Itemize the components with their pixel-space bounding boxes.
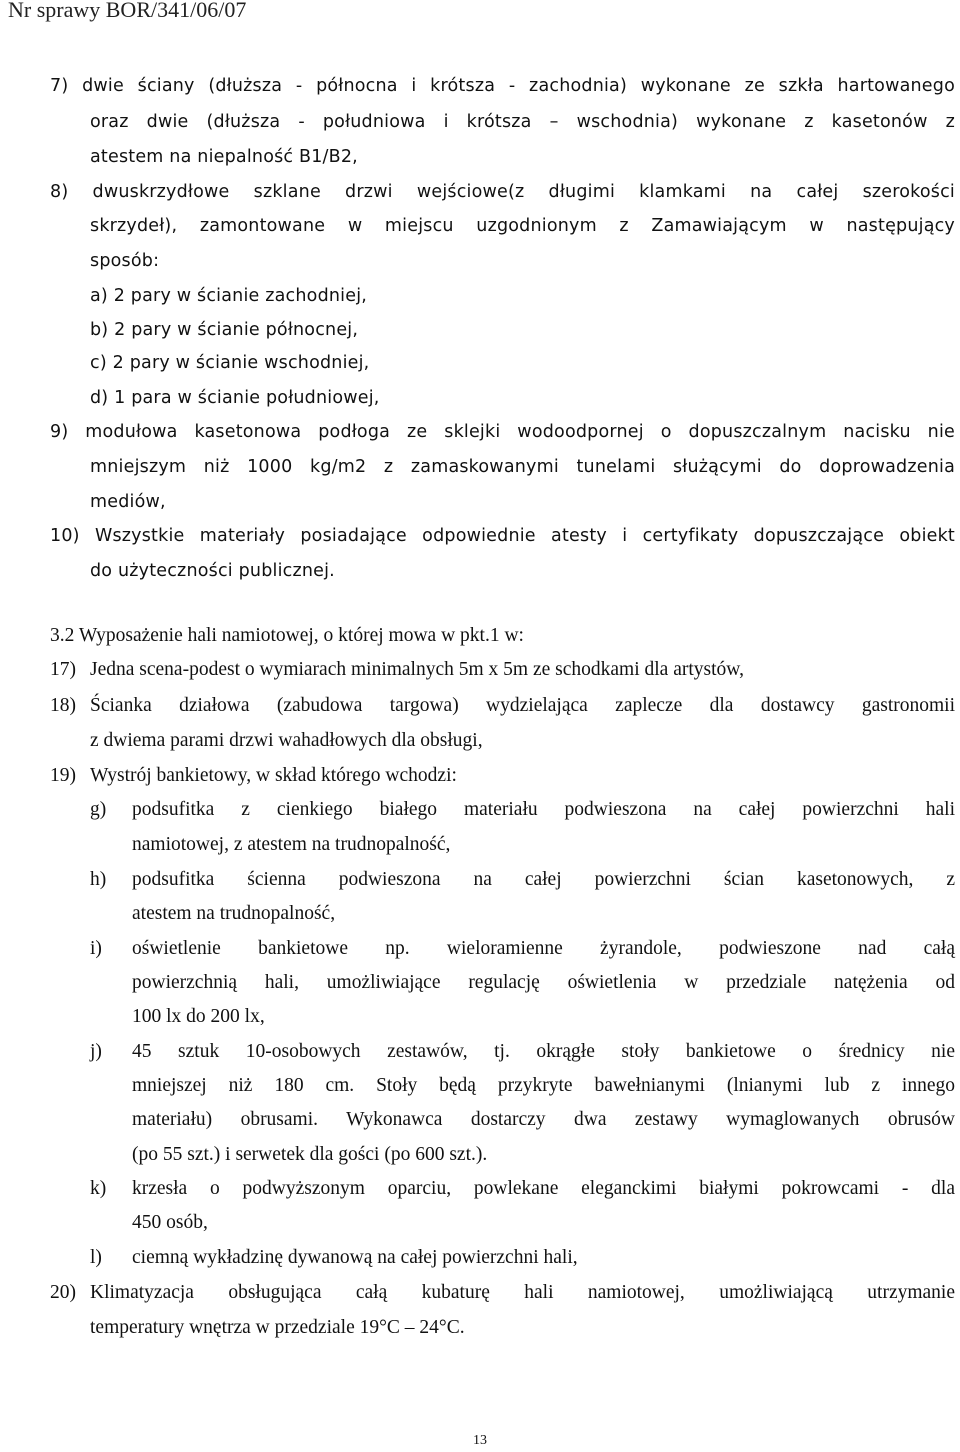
item-10-line-1: 10) Wszystkie materiały posiadające odpowiednie atesty i certyfikaty dopuszczające obiekt xyxy=(50,526,955,546)
item-20-number: 20) xyxy=(50,1282,76,1303)
item-19-j-line-3: materiału) obrusami. Wykonawca dostarczy dwa zestawy wymaglowanych obrusów xyxy=(132,1109,955,1130)
item-8-line-3: sposób: xyxy=(90,251,160,271)
item-19-j-line-4: (po 55 szt.) i serwetek dla gości (po 600 szt.). xyxy=(132,1144,488,1165)
item-8-line-2: skrzydeł), zamontowane w miejscu uzgodnionym z Zamawiającym w następujący xyxy=(90,216,955,236)
item-7-line-3: atestem na niepalność B1/B2, xyxy=(90,147,358,167)
item-18-line-2: z dwiema parami drzwi wahadłowych dla obsługi, xyxy=(90,730,483,751)
item-9-line-1: 9) modułowa kasetonowa podłoga ze sklejki wodoodpornej o dopuszczalnym nacisku nie xyxy=(50,422,955,442)
item-19-line-1: Wystrój bankietowy, w skład którego wchodzi: xyxy=(90,765,457,786)
item-7-line-1: 7) dwie ściany (dłuższa - północna i krótsza - zachodnia) wykonane ze szkła hartowanego xyxy=(50,76,955,96)
item-8-subitem-d: d) 1 para w ścianie południowej, xyxy=(90,388,380,408)
item-8-subitem-c: c) 2 pary w ścianie wschodniej, xyxy=(90,353,370,373)
page-number: 13 xyxy=(473,1433,487,1448)
item-20-line-1: Klimatyzacja obsługująca całą kubaturę hali namiotowej, umożliwiającą utrzymanie xyxy=(90,1282,955,1303)
item-19-l-line-1: ciemną wykładzinę dywanową na całej powierzchni hali, xyxy=(132,1247,578,1268)
item-19-i-line-1: oświetlenie bankietowe np. wieloramienne żyrandole, podwieszone nad całą xyxy=(132,938,955,959)
item-8-subitem-b: b) 2 pary w ścianie północnej, xyxy=(90,320,359,340)
item-19-j-line-1: 45 sztuk 10-osobowych zestawów, tj. okrągłe stoły bankietowe o średnicy nie xyxy=(132,1041,955,1062)
item-19-i-line-2: powierzchnią hali, umożliwiające regulację oświetlenia w przedziale natężenia od xyxy=(132,972,955,993)
item-19-h-line-2: atestem na trudnopalność, xyxy=(132,903,336,924)
item-9-line-2: mniejszym niż 1000 kg/m2 z zamaskowanymi tunelami służącymi do doprowadzenia xyxy=(90,457,955,477)
case-number-header: Nr sprawy BOR/341/06/07 xyxy=(8,0,247,22)
item-8-line-1: 8) dwuskrzydłowe szklane drzwi wejściowe(z długimi klamkami na całej szerokości xyxy=(50,182,955,202)
item-19-g-line-1: podsufitka z cienkiego białego materiału podwieszona na całej powierzchni hali xyxy=(132,799,955,820)
item-19-number: 19) xyxy=(50,765,76,786)
item-18-number: 18) xyxy=(50,695,76,716)
item-8-subitem-a: a) 2 pary w ścianie zachodniej, xyxy=(90,286,368,306)
item-19-h-line-1: podsufitka ścienna podwieszona na całej powierzchni ścian kasetonowych, z xyxy=(132,869,955,890)
item-19-l-label: l) xyxy=(90,1247,102,1268)
item-19-j-line-2: mniejszej niż 180 cm. Stoły będą przykryte bawełnianymi (lnianymi lub z innego xyxy=(132,1075,955,1096)
item-17-line-1: Jedna scena-podest o wymiarach minimalnych 5m x 5m ze schodkami dla artystów, xyxy=(90,659,744,680)
item-17-number: 17) xyxy=(50,659,76,680)
item-19-k-line-2: 450 osób, xyxy=(132,1212,208,1233)
item-19-i-label: i) xyxy=(90,938,102,959)
item-10-line-2: do użyteczności publicznej. xyxy=(90,561,335,581)
item-19-i-line-3: 100 lx do 200 lx, xyxy=(132,1006,265,1027)
item-9-line-3: mediów, xyxy=(90,492,166,512)
item-19-k-line-1: krzesła o podwyższonym oparciu, powlekane eleganckimi białymi pokrowcami - dla xyxy=(132,1178,955,1199)
item-20-line-2: temperatury wnętrza w przedziale 19°C – 24°C. xyxy=(90,1317,465,1338)
item-19-k-label: k) xyxy=(90,1178,107,1199)
item-19-g-line-2: namiotowej, z atestem na trudnopalność, xyxy=(132,834,451,855)
item-19-h-label: h) xyxy=(90,869,107,890)
item-7-line-2: oraz dwie (dłuższa - południowa i krótsza – wschodnia) wykonane z kasetonów z xyxy=(90,112,955,132)
item-19-g-label: g) xyxy=(90,799,107,820)
item-19-j-label: j) xyxy=(90,1041,102,1062)
section-heading: 3.2 Wyposażenie hali namiotowej, o której mowa w pkt.1 w: xyxy=(50,625,524,646)
item-18-line-1: Ścianka działowa (zabudowa targowa) wydzielająca zaplecze dla dostawcy gastronomii xyxy=(90,695,955,716)
